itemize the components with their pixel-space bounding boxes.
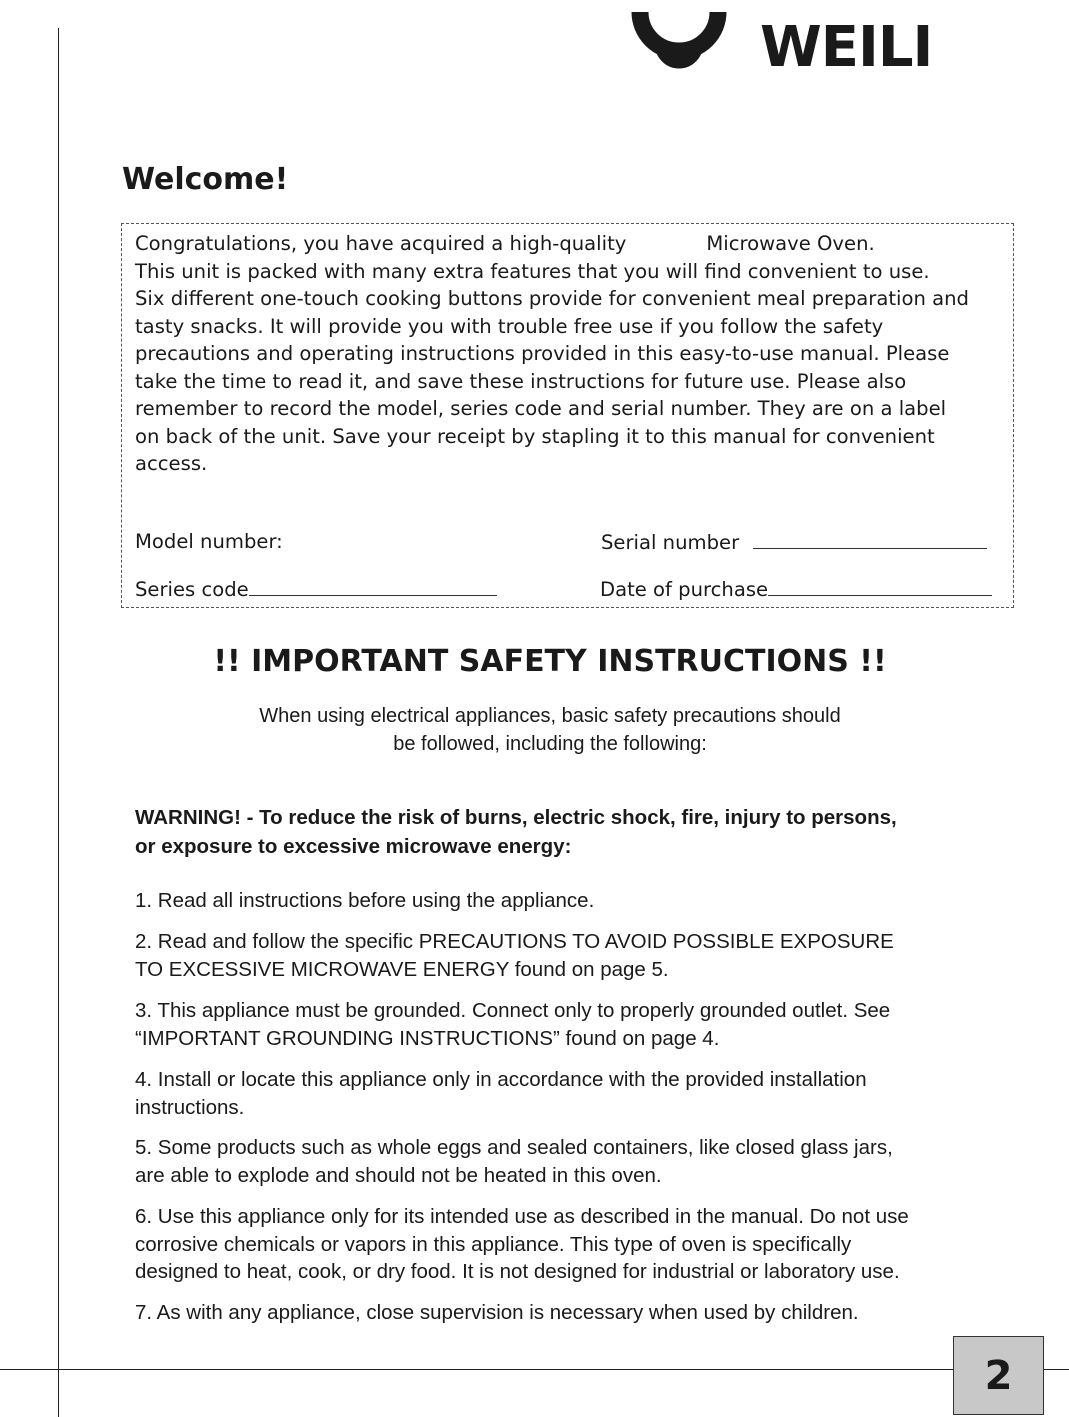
instruction-item <box>135 1066 1015 1121</box>
page-number: 2 <box>953 1336 1044 1415</box>
serial-number-blank[interactable] <box>753 530 987 549</box>
model-number-field <box>135 530 283 553</box>
warning-line2: or exposure to excessive microwave energy: <box>135 834 572 858</box>
intro-line1-a: Congratulations, you have acquired a high-quality <box>135 232 627 255</box>
instruction-item <box>135 887 1015 915</box>
instruction-line: 7. As with any appliance, close supervision is necessary when used by children. <box>135 1301 859 1324</box>
safety-subtitle <box>190 702 910 758</box>
series-code-label: Series code <box>135 578 249 601</box>
instruction-line: 4. Install or locate this appliance only in accordance with the provided installation <box>135 1068 867 1091</box>
date-of-purchase-field <box>600 577 992 601</box>
instruction-line: 1. Read all instructions before using the appliance. <box>135 889 595 912</box>
instruction-line: 6. Use this appliance only for its intended use as described in the manual. Do not use <box>135 1205 909 1228</box>
date-of-purchase-blank[interactable] <box>768 577 992 596</box>
date-of-purchase-label: Date of purchase <box>600 578 769 601</box>
warning-line1: WARNING! - To reduce the risk of burns, electric shock, fire, injury to persons, <box>135 806 897 829</box>
weili-emblem-icon <box>600 0 760 96</box>
series-code-field <box>135 577 497 601</box>
instruction-item <box>135 1134 1015 1189</box>
instruction-line: 5. Some products such as whole eggs and sealed containers, like closed glass jars, <box>135 1136 893 1159</box>
serial-number-label: Serial number <box>601 531 740 554</box>
instruction-item <box>135 1299 1015 1327</box>
left-margin-rule <box>58 28 59 1417</box>
instruction-line: “IMPORTANT GROUNDING INSTRUCTIONS” found on page 4. <box>135 1026 720 1050</box>
warning-text <box>135 804 1015 861</box>
instruction-line: are able to explode and should not be heated in this oven. <box>135 1163 662 1187</box>
instruction-line: corrosive chemicals or vapors in this appliance. This type of oven is specifically <box>135 1232 852 1256</box>
instruction-line: 3. This appliance must be grounded. Connect only to properly grounded outlet. See <box>135 999 891 1022</box>
instruction-item <box>135 1203 1015 1286</box>
intro-line1-b: Microwave Oven. <box>706 232 875 255</box>
instruction-line: designed to heat, cook, or dry food. It is not designed for industrial or laboratory use. <box>135 1260 900 1283</box>
instruction-item <box>135 997 1015 1052</box>
brand-wordmark: WEILI <box>760 15 933 80</box>
welcome-intro <box>135 230 1005 478</box>
series-code-blank[interactable] <box>249 577 497 596</box>
model-number-label: Model number: <box>135 530 283 553</box>
safety-heading: !! IMPORTANT SAFETY INSTRUCTIONS !! <box>213 644 887 679</box>
welcome-heading: Welcome! <box>122 162 289 197</box>
safety-subtitle-line1: When using electrical appliances, basic safety precautions should <box>259 705 841 727</box>
instruction-item <box>135 928 1015 983</box>
instruction-line: instructions. <box>135 1095 245 1119</box>
instruction-line: TO EXCESSIVE MICROWAVE ENERGY found on page 5. <box>135 957 669 981</box>
safety-subtitle-line2: be followed, including the following: <box>393 733 707 755</box>
instruction-line: 2. Read and follow the specific PRECAUTIONS TO AVOID POSSIBLE EXPOSURE <box>135 930 894 953</box>
footer-rule <box>0 1369 1069 1370</box>
intro-body: This unit is packed with many extra features that you will find convenient to use. Six different one-touch cooking buttons provide for convenient meal preparation and tasty snacks. It will provide you with trouble free use if you follow the safety precautions and operating instructions provided in this easy-to-use manual. Please take the time to read it, and save these instructions for future use. Please also remember to record the model, series code and serial number. They are on a label on back of the unit. Save your receipt by stapling it to this manual for convenient access. <box>135 259 969 475</box>
serial-number-field <box>601 530 987 554</box>
